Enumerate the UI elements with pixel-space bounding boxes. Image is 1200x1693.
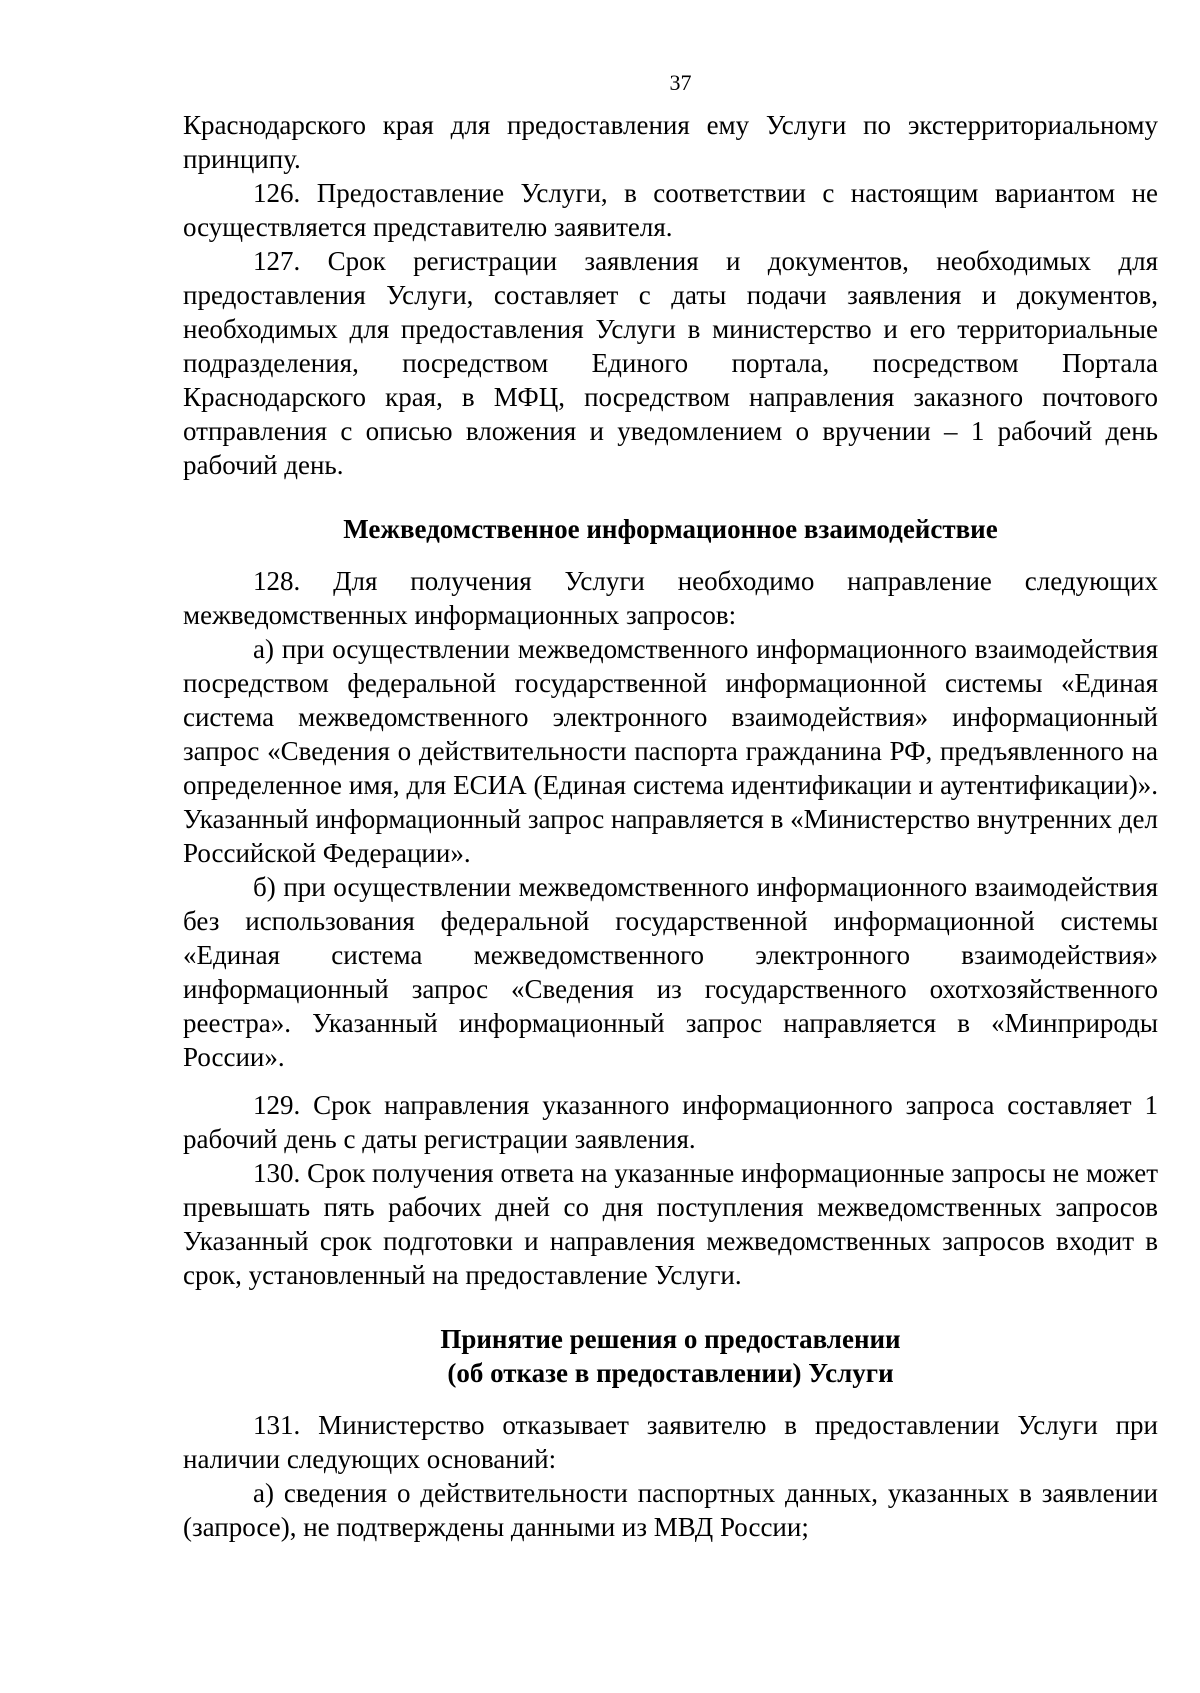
paragraph: а) при осуществлении межведомственного информационного взаимодействия посредством федеральной государственной информационной системы «Единая система межведомственного электронного взаимодействия» информационный запрос «Сведения о действительности паспорта гражданина РФ, предъявленного на определенное имя, для ЕСИА (Единая система идентификации и аутентификации)». Указанный информационный запрос направляется в «Министерство внутренних дел Российской Федерации». (183, 634, 1158, 868)
section-heading-line: Межведомственное информационное взаимодействие (343, 514, 998, 544)
paragraph: Краснодарского края для предоставления ему Услуги по экстерриториальному принципу. (183, 110, 1158, 174)
section-heading-line: Принятие решения о предоставлении (440, 1324, 901, 1354)
paragraph: 130. Срок получения ответа на указанные информационные запросы не может превышать пять рабочих дней со дня поступления межведомственных запросов Указанный срок подготовки и направления межведомственных запросов входит в срок, установленный на предоставление Услуги. (183, 1158, 1158, 1290)
paragraph: б) при осуществлении межведомственного информационного взаимодействия без использования федеральной государственной информационной системы «Единая система межведомственного электронного взаимодействия» информационный запрос «Сведения из государственного охотхозяйственного реестра». Указанный информационный запрос направляется в «Минприроды России». (183, 872, 1158, 1072)
paragraph: 129. Срок направления указанного информационного запроса составляет 1 рабочий день с даты регистрации заявления. (183, 1090, 1158, 1154)
paragraph: 131. Министерство отказывает заявителю в предоставлении Услуги при наличии следующих оснований: (183, 1410, 1158, 1474)
paragraph: а) сведения о действительности паспортных данных, указанных в заявлении (запросе), не подтверждены данными из МВД России; (183, 1478, 1158, 1542)
document-page (183, 70, 1158, 1544)
section-heading (183, 1322, 1158, 1390)
paragraph: 126. Предоставление Услуги, в соответствии с настоящим вариантом не осуществляется представителю заявителя. (183, 178, 1158, 242)
section-heading-line: (об отказе в предоставлении) Услуги (447, 1358, 894, 1388)
section-heading (183, 512, 1158, 546)
page-number: 37 (669, 70, 692, 95)
paragraph: 127. Срок регистрации заявления и документов, необходимых для предоставления Услуги, составляет с даты подачи заявления и документов, необходимых для предоставления Услуги в министерство и его территориальные подразделения, посредством Единого портала, посредством Портала Краснодарского края, в МФЦ, посредством направления заказного почтового отправления с описью вложения и уведомлением о вручении – 1 рабочий день рабочий день. (183, 246, 1158, 480)
document-body (183, 108, 1158, 1544)
paragraph: 128. Для получения Услуги необходимо направление следующих межведомственных информационных запросов: (183, 566, 1158, 630)
